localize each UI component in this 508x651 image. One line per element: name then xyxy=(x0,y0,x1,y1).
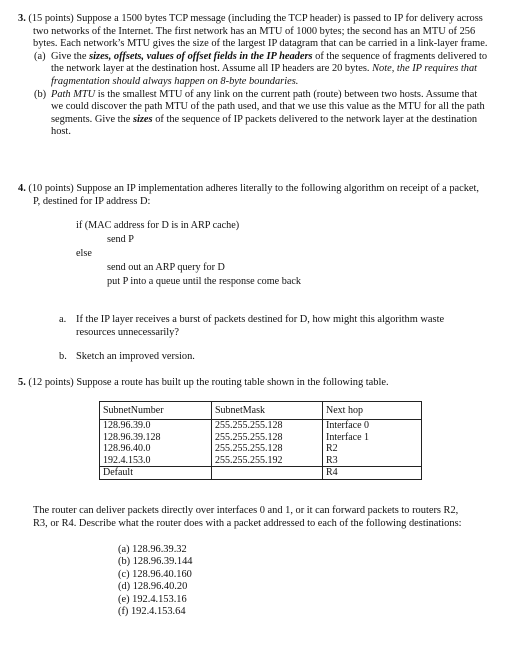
list-item: (d) 128.96.40.20 xyxy=(118,581,188,593)
list-item: (a) 128.96.39.32 xyxy=(118,544,187,555)
code-line-arp-query: send out an ARP query for D xyxy=(107,262,225,273)
column-header-subnet: SubnetNumber xyxy=(100,402,212,420)
question-3 xyxy=(18,13,488,139)
part-label: b. xyxy=(59,351,67,362)
question-3-stem xyxy=(18,13,488,51)
table-row-entries xyxy=(100,420,422,467)
question-5-footer: The router can deliver packets directly over interfaces 0 and 1, or it can forward packets to routers R2, R3, or R4. Describe what the router does with a packet addressed to each of the following destinations: xyxy=(33,505,462,529)
question-number: 4. xyxy=(18,183,26,194)
code-line-else: else xyxy=(76,248,92,259)
part-a-emphasis: sizes, offsets, values of offset fields in the IP headers xyxy=(89,50,313,62)
part-label: (b) xyxy=(34,88,47,100)
part-a-text: If the IP layer receives a burst of packets destined for D, how might this algorithm waste resources unnecessarily? xyxy=(76,314,445,338)
question-4-part-b xyxy=(59,351,479,364)
list-item: (f) 192.4.153.64 xyxy=(118,606,186,618)
question-5-text: (12 points) Suppose a route has built up the routing table shown in the following table. xyxy=(28,377,389,388)
list-item: (c) 128.96.40.160 xyxy=(118,568,192,580)
question-5 xyxy=(18,377,488,390)
table-cell: 128.96.39.128 xyxy=(103,431,161,443)
table-cell: Default xyxy=(100,467,212,480)
question-4-stem xyxy=(18,183,488,208)
list-item: (b) 128.96.39.144 xyxy=(118,556,193,568)
table-cell: 255.255.255.128 xyxy=(215,431,283,443)
table-row-default xyxy=(100,467,422,480)
part-b-text: Sketch an improved version. xyxy=(76,351,195,362)
question-number: 3. xyxy=(18,13,26,24)
table-cell: Interface 0 xyxy=(326,420,370,431)
next-hop-column xyxy=(323,420,422,467)
table-cell: R2 xyxy=(326,443,338,454)
table-cell: 128.96.39.0 xyxy=(103,420,151,431)
list-item: (e) 192.4.153.16 xyxy=(118,593,187,605)
question-4 xyxy=(18,183,488,208)
table-cell xyxy=(212,467,323,480)
part-b-term: Path MTU xyxy=(51,88,96,100)
part-label: a. xyxy=(59,314,67,325)
question-5-stem xyxy=(18,377,488,390)
question-4-text: (10 points) Suppose an IP implementation adheres literally to the following algorithm on receipt of a packet, P, destined for IP address D: xyxy=(28,183,480,207)
part-label: (a) xyxy=(34,50,46,62)
code-line-send: send P xyxy=(107,234,134,245)
table-header-row xyxy=(100,402,422,420)
column-header-next-hop: Next hop xyxy=(323,402,422,420)
question-3-text: (15 points) Suppose a 1500 bytes TCP message (including the TCP header) is passed to IP for delivery across two networks of the Internet. The first network has an MTU of 1000 bytes; the second has an MTU of 256 bytes. Each network’s MTU gives the size of the largest IP datagram that can be carried in a link-layer frame. xyxy=(28,13,488,50)
code-line-if: if (MAC address for D is in ARP cache) xyxy=(76,220,240,231)
table-cell: R4 xyxy=(323,467,422,480)
destination-list xyxy=(118,544,192,618)
table-cell: 128.96.40.0 xyxy=(103,443,151,454)
question-3-part-b xyxy=(18,89,488,139)
table-cell: 192.4.153.0 xyxy=(103,454,151,466)
part-a-text: Give the xyxy=(51,50,90,62)
column-header-mask: SubnetMask xyxy=(212,402,323,420)
mask-column xyxy=(212,420,323,467)
question-3-part-a xyxy=(18,51,488,89)
part-b-text-2: of the sequence of IP packets delivered to the network layer at the destination host. xyxy=(51,113,478,138)
question-4-part-a xyxy=(59,314,479,339)
table-cell: Interface 1 xyxy=(326,431,370,443)
table-cell: 255.255.255.192 xyxy=(215,454,283,466)
question-number: 5. xyxy=(18,377,26,388)
table-cell: R3 xyxy=(326,454,338,466)
table-cell: 255.255.255.128 xyxy=(215,443,283,454)
table-cell: 255.255.255.128 xyxy=(215,420,283,431)
routing-table xyxy=(99,401,422,480)
part-a-note: Note, the IP requires that fragmentation should always happen on 8-byte boundaries. xyxy=(51,63,478,87)
subnet-column xyxy=(100,420,212,467)
part-a-text-2: of the sequence of fragments delivered to the network layer at the destination host. Assume all IP headers are 20 bytes. xyxy=(51,50,488,75)
part-b-emphasis: sizes xyxy=(132,113,153,125)
part-b-text: is the smallest MTU of any link on the current path (route) between two hosts. Assume that we could discover the path MTU of the path used, and that we use this value as the MTU for all the path segments. Give the xyxy=(51,88,485,125)
code-line-queue: put P into a queue until the response come back xyxy=(107,276,301,287)
